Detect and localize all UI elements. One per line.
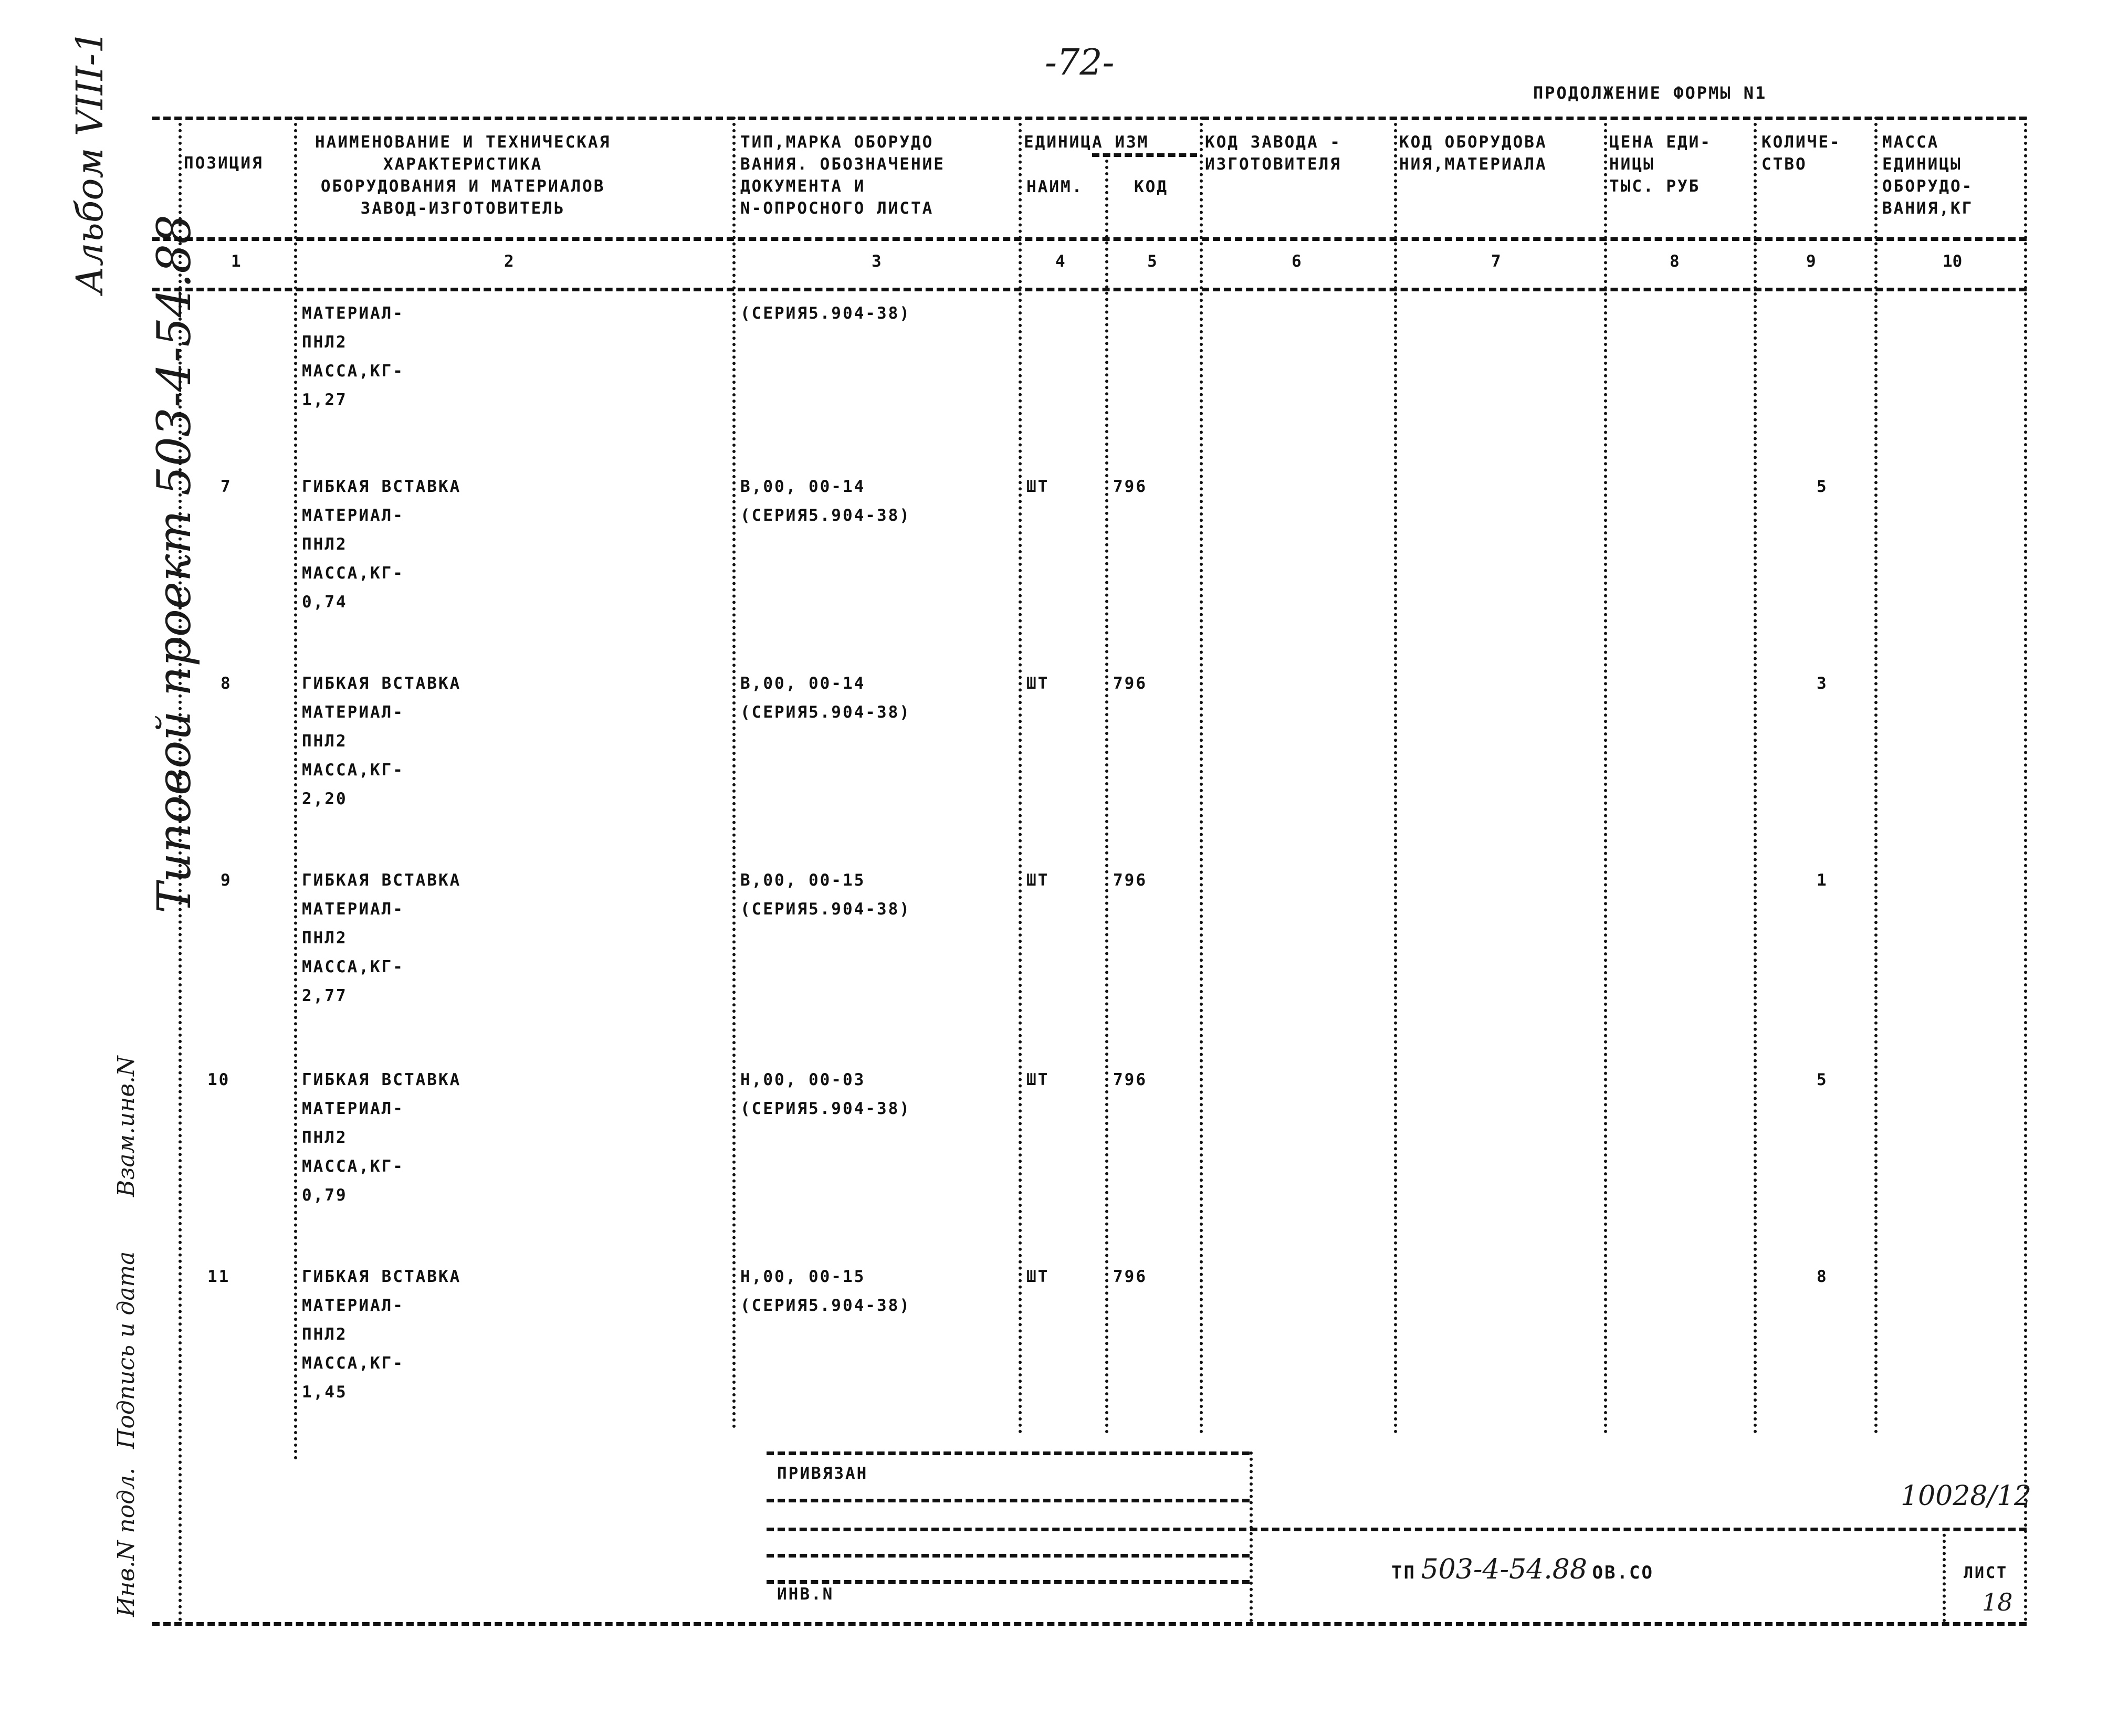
stamp-doc-code-prefix: ТП bbox=[1391, 1562, 1416, 1583]
row-3-unit: ШТ bbox=[1026, 871, 1050, 890]
row-2-type: В,00, 00-14 (СЕРИЯ5.904-38) bbox=[740, 674, 911, 722]
col-rule-8 bbox=[1754, 117, 1757, 1434]
header-col8: ЦЕНА ЕДИ- НИЦЫ ТЫС. РУБ bbox=[1609, 133, 1712, 196]
row-1-pos: 7 bbox=[221, 477, 232, 496]
row-3-pos: 9 bbox=[221, 871, 232, 890]
row-2-code: 796 bbox=[1113, 674, 1147, 693]
col-rule-9 bbox=[1874, 117, 1878, 1434]
col-number-2: 2 bbox=[504, 252, 514, 271]
col-rule-1 bbox=[294, 117, 297, 1460]
stamp-sheet-number: 18 bbox=[1982, 1588, 2013, 1616]
header-col5: КОД bbox=[1134, 177, 1168, 196]
row-1-type: В,00, 00-14 (СЕРИЯ5.904-38) bbox=[740, 477, 911, 525]
header-col4: НАИМ. bbox=[1026, 177, 1084, 196]
col-number-8: 8 bbox=[1670, 252, 1680, 271]
header-col7: КОД ОБОРУДОВА НИЯ,МАТЕРИАЛА bbox=[1399, 133, 1547, 174]
row-2-name: ГИБКАЯ ВСТАВКА МАТЕРИАЛ- ПНЛ2 МАССА,КГ- 2,20 bbox=[302, 674, 462, 808]
row-5-pos: 11 bbox=[207, 1267, 230, 1286]
col-number-3: 3 bbox=[872, 252, 882, 271]
stamp-rule-2 bbox=[767, 1499, 1250, 1502]
row-1-code: 796 bbox=[1113, 477, 1147, 496]
page-number: -72- bbox=[1045, 42, 1115, 83]
col-rule-4 bbox=[1105, 153, 1108, 1434]
row-3-name: ГИБКАЯ ВСТАВКА МАТЕРИАЛ- ПНЛ2 МАССА,КГ- 2,77 bbox=[302, 871, 462, 1005]
side-label-album: Альбом VIII-1 bbox=[68, 30, 111, 294]
header-col6: КОД ЗАВОДА - ИЗГОТОВИТЕЛЯ bbox=[1205, 133, 1341, 174]
continuation-title: ПРОДОЛЖЕНИЕ ФОРМЫ N1 bbox=[1533, 83, 1767, 103]
stamp-archive-number: 10028/12 bbox=[1901, 1480, 2032, 1512]
row-5-qty: 8 bbox=[1817, 1267, 1828, 1286]
stamp-rule-4 bbox=[767, 1554, 1250, 1558]
row-5-name: ГИБКАЯ ВСТАВКА МАТЕРИАЛ- ПНЛ2 МАССА,КГ- 1,45 bbox=[302, 1267, 462, 1402]
stamp-col-rule-b bbox=[1943, 1528, 1946, 1622]
stamp-rule-3 bbox=[767, 1528, 2027, 1531]
side-label-inv-podl: Инв.N подл. bbox=[113, 1467, 140, 1617]
row-4-pos: 10 bbox=[207, 1070, 230, 1089]
row-1-unit: ШТ bbox=[1026, 477, 1050, 496]
col-rule-6 bbox=[1394, 117, 1397, 1434]
stamp-sheet-label: ЛИСТ bbox=[1964, 1564, 2008, 1582]
side-label-podpis-data: Подпись и дата bbox=[113, 1251, 140, 1449]
col-rule-5 bbox=[1200, 117, 1203, 1434]
stamp-rule-5 bbox=[767, 1580, 1250, 1584]
col-number-4: 4 bbox=[1055, 252, 1065, 271]
stamp-inv: ИНВ.N bbox=[777, 1585, 834, 1604]
stamp-col-rule-a bbox=[1250, 1451, 1253, 1622]
row-5-unit: ШТ bbox=[1026, 1267, 1050, 1286]
header-col9: КОЛИЧЕ- СТВО bbox=[1761, 133, 1841, 174]
row-2-qty: 3 bbox=[1817, 674, 1828, 693]
row-3-qty: 1 bbox=[1817, 871, 1828, 890]
row-1-qty: 5 bbox=[1817, 477, 1828, 496]
side-label-vzam-inv: Взам.инв.N bbox=[113, 1056, 140, 1197]
row-0-type: (СЕРИЯ5.904-38) bbox=[740, 304, 911, 323]
row-3-type: В,00, 00-15 (СЕРИЯ5.904-38) bbox=[740, 871, 911, 919]
col-number-7: 7 bbox=[1491, 252, 1501, 271]
row-4-type: Н,00, 00-03 (СЕРИЯ5.904-38) bbox=[740, 1070, 911, 1118]
row-5-code: 796 bbox=[1113, 1267, 1147, 1286]
row-5-type: Н,00, 00-15 (СЕРИЯ5.904-38) bbox=[740, 1267, 911, 1315]
header-col45: ЕДИНИЦА ИЗМ bbox=[1024, 133, 1149, 152]
row-4-code: 796 bbox=[1113, 1070, 1147, 1089]
header-col1: ПОЗИЦИЯ bbox=[184, 154, 264, 173]
header-col2: НАИМЕНОВАНИЕ И ТЕХНИЧЕСКАЯ ХАРАКТЕРИСТИКА ОБОРУДОВАНИЯ И МАТЕРИАЛОВ ЗАВОД-ИЗГОТОВИТЕЛЬ bbox=[315, 133, 611, 218]
row-1-name: ГИБКАЯ ВСТАВКА МАТЕРИАЛ- ПНЛ2 МАССА,КГ- 0,74 bbox=[302, 477, 462, 612]
col-number-10: 10 bbox=[1943, 252, 1963, 271]
col-number-9: 9 bbox=[1806, 252, 1816, 271]
header-col3: ТИП,МАРКА ОБОРУДО ВАНИЯ. ОБОЗНАЧЕНИЕ ДОКУМЕНТА И N-ОПРОСНОГО ЛИСТА bbox=[740, 133, 945, 218]
col-rule-3 bbox=[1019, 117, 1022, 1434]
stamp-doc-code bbox=[1391, 1554, 1654, 1585]
col-rule-10 bbox=[2024, 117, 2027, 1622]
side-label-project: Типовой проект 503-4-54.88 bbox=[147, 214, 201, 913]
row-4-unit: ШТ bbox=[1026, 1070, 1050, 1089]
rule-numbers-bottom bbox=[152, 288, 2027, 291]
row-0-name: МАТЕРИАЛ- ПНЛ2 МАССА,КГ- 1,27 bbox=[302, 304, 404, 409]
col-rule-2 bbox=[732, 117, 736, 1429]
row-4-name: ГИБКАЯ ВСТАВКА МАТЕРИАЛ- ПНЛ2 МАССА,КГ- 0,79 bbox=[302, 1070, 462, 1205]
header-col10: МАССА ЕДИНИЦЫ ОБОРУДО- ВАНИЯ,КГ bbox=[1882, 133, 1974, 218]
rule-bottom bbox=[152, 1622, 2027, 1626]
row-2-unit: ШТ bbox=[1026, 674, 1050, 693]
row-4-qty: 5 bbox=[1817, 1070, 1828, 1089]
col-number-5: 5 bbox=[1147, 252, 1157, 271]
stamp-doc-code-suffix: ОВ.СО bbox=[1592, 1562, 1654, 1583]
rule-header-bottom bbox=[152, 237, 2027, 241]
stamp-privyazan: ПРИВЯЗАН bbox=[777, 1464, 868, 1483]
stamp-doc-code-hand: 503-4-54.88 bbox=[1421, 1554, 1587, 1585]
col-number-6: 6 bbox=[1292, 252, 1302, 271]
rule-top bbox=[152, 117, 2027, 120]
col-rule-7 bbox=[1604, 117, 1607, 1434]
stamp-rule-1 bbox=[767, 1451, 1250, 1455]
row-2-pos: 8 bbox=[221, 674, 232, 693]
col-rule-0 bbox=[179, 117, 182, 1622]
row-3-code: 796 bbox=[1113, 871, 1147, 890]
col-number-1: 1 bbox=[231, 252, 241, 271]
